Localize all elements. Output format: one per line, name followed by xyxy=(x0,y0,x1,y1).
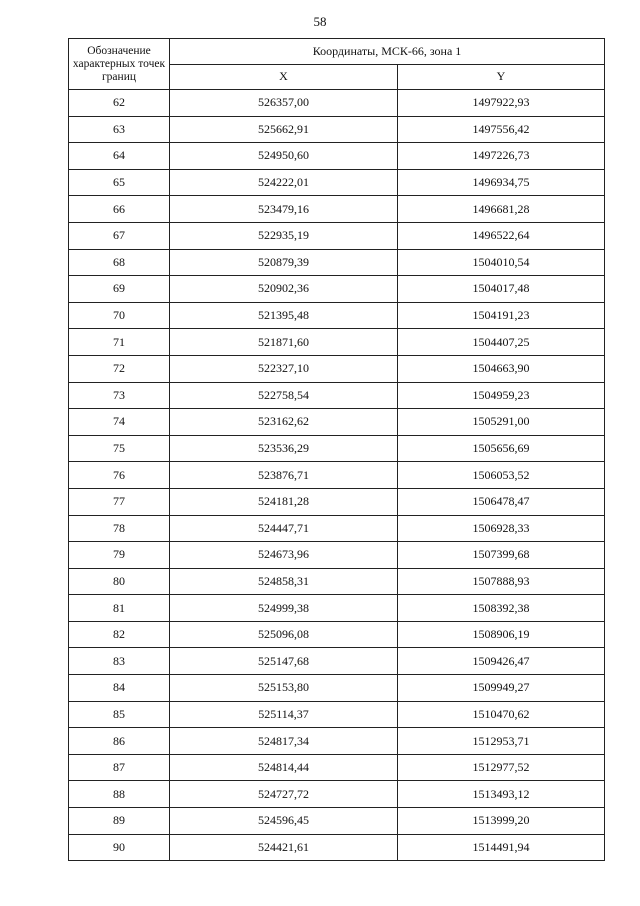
page-number: 58 xyxy=(313,14,327,29)
table-row xyxy=(69,329,605,356)
x-coordinate-cell: 524858,31 xyxy=(170,568,398,595)
table-row xyxy=(69,488,605,515)
table-row xyxy=(69,249,605,276)
x-coordinate-cell: 524421,61 xyxy=(170,834,398,861)
table-row xyxy=(69,515,605,542)
x-coordinate-cell: 525153,80 xyxy=(170,675,398,702)
x-coordinate-cell: 520879,39 xyxy=(170,249,398,276)
y-coordinate-cell: 1508392,38 xyxy=(398,595,605,622)
x-coordinate-cell: 524817,34 xyxy=(170,728,398,755)
point-cell: 74 xyxy=(69,409,170,436)
point-cell: 62 xyxy=(69,90,170,117)
x-coordinate-cell: 524222,01 xyxy=(170,169,398,196)
point-cell: 73 xyxy=(69,382,170,409)
point-cell: 89 xyxy=(69,808,170,835)
y-coordinate-cell: 1506053,52 xyxy=(398,462,605,489)
point-cell: 75 xyxy=(69,435,170,462)
x-coordinate-cell: 521871,60 xyxy=(170,329,398,356)
y-coordinate-cell: 1509949,27 xyxy=(398,675,605,702)
table-row xyxy=(69,196,605,223)
table-row xyxy=(69,116,605,143)
x-coordinate-cell: 524673,96 xyxy=(170,542,398,569)
x-coordinate-cell: 524447,71 xyxy=(170,515,398,542)
table-row xyxy=(69,222,605,249)
y-coordinate-cell: 1512953,71 xyxy=(398,728,605,755)
y-coordinate-cell: 1512977,52 xyxy=(398,754,605,781)
x-coordinate-cell: 522327,10 xyxy=(170,355,398,382)
x-coordinate-cell: 524950,60 xyxy=(170,143,398,170)
point-cell: 70 xyxy=(69,302,170,329)
x-coordinate-cell: 525147,68 xyxy=(170,648,398,675)
y-coordinate-cell: 1505656,69 xyxy=(398,435,605,462)
y-coordinate-cell: 1506478,47 xyxy=(398,488,605,515)
table-row xyxy=(69,382,605,409)
point-cell: 90 xyxy=(69,834,170,861)
point-cell: 85 xyxy=(69,701,170,728)
table-row xyxy=(69,834,605,861)
table-row xyxy=(69,355,605,382)
table-row xyxy=(69,409,605,436)
y-coordinate-cell: 1504663,90 xyxy=(398,355,605,382)
y-coordinate-cell: 1504017,48 xyxy=(398,276,605,303)
y-coordinate-cell: 1496681,28 xyxy=(398,196,605,223)
x-coordinate-cell: 523479,16 xyxy=(170,196,398,223)
point-cell: 69 xyxy=(69,276,170,303)
y-column-header: Y xyxy=(398,64,605,90)
x-coordinate-cell: 523162,62 xyxy=(170,409,398,436)
table-row xyxy=(69,675,605,702)
table-row xyxy=(69,462,605,489)
point-cell: 86 xyxy=(69,728,170,755)
point-cell: 88 xyxy=(69,781,170,808)
y-coordinate-cell: 1504959,23 xyxy=(398,382,605,409)
table-row xyxy=(69,143,605,170)
x-coordinate-cell: 522935,19 xyxy=(170,222,398,249)
point-cell: 80 xyxy=(69,568,170,595)
point-cell: 71 xyxy=(69,329,170,356)
point-cell: 68 xyxy=(69,249,170,276)
x-coordinate-cell: 524814,44 xyxy=(170,754,398,781)
y-coordinate-cell: 1497556,42 xyxy=(398,116,605,143)
x-coordinate-cell: 523536,29 xyxy=(170,435,398,462)
y-coordinate-cell: 1514491,94 xyxy=(398,834,605,861)
x-coordinate-cell: 524181,28 xyxy=(170,488,398,515)
x-coordinate-cell: 520902,36 xyxy=(170,276,398,303)
point-cell: 64 xyxy=(69,143,170,170)
point-cell: 72 xyxy=(69,355,170,382)
table-row xyxy=(69,754,605,781)
y-coordinate-cell: 1497922,93 xyxy=(398,90,605,117)
x-coordinate-cell: 524727,72 xyxy=(170,781,398,808)
table-row xyxy=(69,728,605,755)
y-coordinate-cell: 1507399,68 xyxy=(398,542,605,569)
table-row xyxy=(69,276,605,303)
x-coordinate-cell: 525096,08 xyxy=(170,621,398,648)
table-row xyxy=(69,169,605,196)
table-row xyxy=(69,648,605,675)
x-column-header: X xyxy=(170,64,398,90)
table-row xyxy=(69,701,605,728)
point-cell: 84 xyxy=(69,675,170,702)
point-cell: 67 xyxy=(69,222,170,249)
y-coordinate-cell: 1496522,64 xyxy=(398,222,605,249)
table-row xyxy=(69,568,605,595)
x-coordinate-cell: 526357,00 xyxy=(170,90,398,117)
point-cell: 79 xyxy=(69,542,170,569)
y-coordinate-cell: 1504010,54 xyxy=(398,249,605,276)
x-coordinate-cell: 525662,91 xyxy=(170,116,398,143)
table-row xyxy=(69,435,605,462)
y-coordinate-cell: 1508906,19 xyxy=(398,621,605,648)
x-coordinate-cell: 521395,48 xyxy=(170,302,398,329)
point-cell: 65 xyxy=(69,169,170,196)
table-row xyxy=(69,542,605,569)
y-coordinate-cell: 1506928,33 xyxy=(398,515,605,542)
y-coordinate-cell: 1497226,73 xyxy=(398,143,605,170)
table-row xyxy=(69,621,605,648)
coordinates-table xyxy=(68,38,605,861)
point-cell: 78 xyxy=(69,515,170,542)
point-cell: 63 xyxy=(69,116,170,143)
y-coordinate-cell: 1513999,20 xyxy=(398,808,605,835)
y-coordinate-cell: 1505291,00 xyxy=(398,409,605,436)
y-coordinate-cell: 1510470,62 xyxy=(398,701,605,728)
point-column-header: Обозначение характерных точек границ xyxy=(69,39,170,90)
y-coordinate-cell: 1507888,93 xyxy=(398,568,605,595)
x-coordinate-cell: 525114,37 xyxy=(170,701,398,728)
y-coordinate-cell: 1509426,47 xyxy=(398,648,605,675)
table-row xyxy=(69,302,605,329)
table-row xyxy=(69,90,605,117)
x-coordinate-cell: 522758,54 xyxy=(170,382,398,409)
y-coordinate-cell: 1504191,23 xyxy=(398,302,605,329)
point-cell: 76 xyxy=(69,462,170,489)
y-coordinate-cell: 1496934,75 xyxy=(398,169,605,196)
table-row xyxy=(69,808,605,835)
point-cell: 81 xyxy=(69,595,170,622)
table-row xyxy=(69,595,605,622)
point-cell: 66 xyxy=(69,196,170,223)
point-cell: 77 xyxy=(69,488,170,515)
y-coordinate-cell: 1504407,25 xyxy=(398,329,605,356)
x-coordinate-cell: 523876,71 xyxy=(170,462,398,489)
table-row xyxy=(69,781,605,808)
point-cell: 82 xyxy=(69,621,170,648)
x-coordinate-cell: 524999,38 xyxy=(170,595,398,622)
x-coordinate-cell: 524596,45 xyxy=(170,808,398,835)
point-cell: 87 xyxy=(69,754,170,781)
coordinates-system-header: Координаты, МСК-66, зона 1 xyxy=(170,39,605,65)
y-coordinate-cell: 1513493,12 xyxy=(398,781,605,808)
point-cell: 83 xyxy=(69,648,170,675)
table-body xyxy=(69,90,605,861)
